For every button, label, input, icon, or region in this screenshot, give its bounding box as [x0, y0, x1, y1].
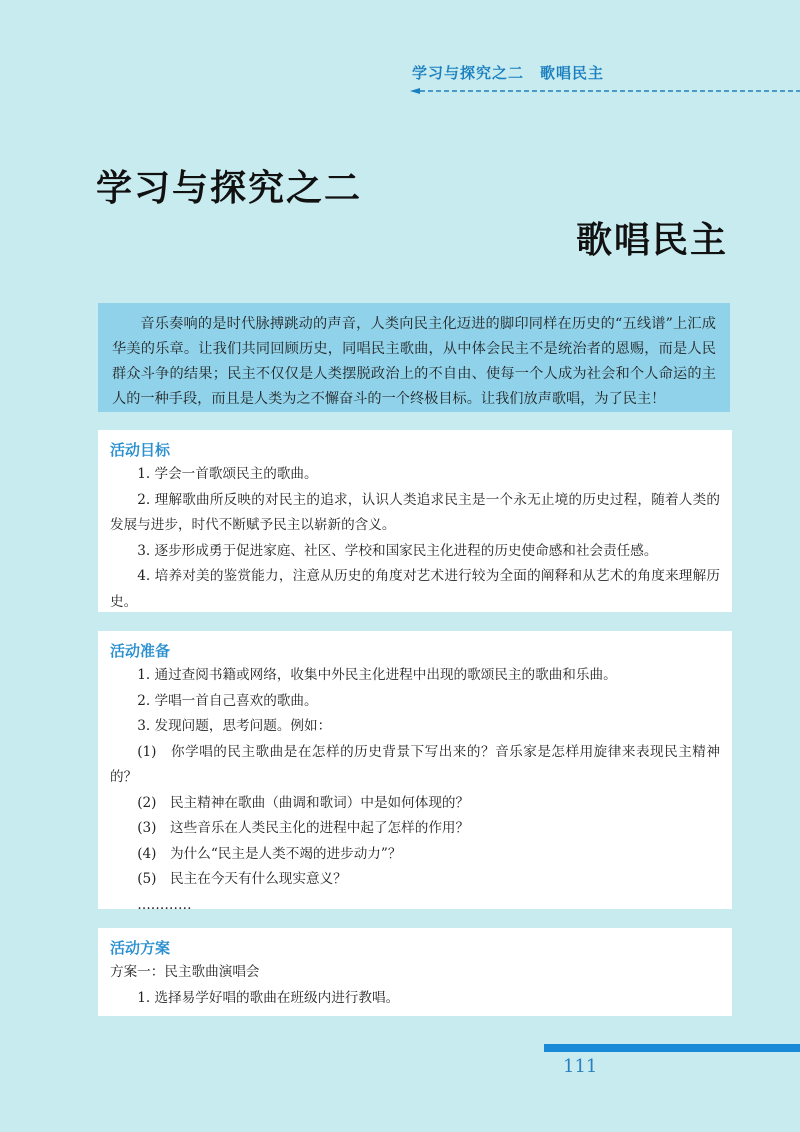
- header-rule-line: [410, 88, 800, 94]
- footer-bar: [544, 1044, 800, 1052]
- plan-panel: [98, 928, 732, 1016]
- preparation-item: (1) 你学唱的民主歌曲是在怎样的历史背景下写出来的？音乐家是怎样用旋律来表现民主精神的？: [110, 743, 720, 785]
- preparation-item: 1. 通过查阅书籍或网络，收集中外民主化进程中出现的歌颂民主的歌曲和乐曲。: [137, 667, 617, 683]
- preparation-item: 3. 发现问题，思考问题。例如：: [137, 718, 332, 734]
- plan-item: 1. 选择易学好唱的歌曲在班级内进行教唱。: [137, 989, 400, 1006]
- preparation-panel: [98, 631, 732, 913]
- preparation-item: 2. 学唱一首自己喜欢的歌曲。: [137, 692, 318, 709]
- goals-heading: 活动目标: [110, 441, 171, 459]
- plan-heading: 活动方案: [110, 939, 171, 957]
- page-number: 111: [563, 1056, 598, 1077]
- goals-item: 4. 培养对美的鉴赏能力，注意从历史的角度对艺术进行较为全面的阐释和从艺术的角度来理解历史。: [110, 568, 720, 610]
- running-header: [0, 0, 800, 100]
- header-rule: [410, 88, 800, 94]
- goals-item: 3. 逐步形成勇于促进家庭、社区、学校和国家民主化进程的历史使命感和社会责任感。: [137, 542, 658, 559]
- preparation-item: (4) 为什么“民主是人类不竭的进步动力”？: [137, 845, 402, 862]
- preparation-heading: 活动准备: [110, 642, 171, 660]
- goals-item: 1. 学会一首歌颂民主的歌曲。: [137, 466, 318, 482]
- intro-text: 音乐奏响的是时代脉搏跳动的声音，人类向民主化迈进的脚印同样在历史的“五线谱”上汇成华美的乐章。让我们共同回顾历史，同唱民主歌曲，从中体会民主不是统治者的恩赐，而是人民群众斗争的结果；民主不仅仅是人类摆脱政治上的不自由、使每一个人成为社会和个人命运的主人的一种手段，而且是人类为之不懈奋斗的一个终极目标。让我们放声歌唱，为了民主！: [112, 316, 716, 407]
- plan-subheading: 方案一：民主歌曲演唱会: [110, 964, 260, 980]
- goals-item: 2. 理解歌曲所反映的对民主的追求，认识人类追求民主是一个永无止境的历史过程，随着人类的发展与进步，时代不断赋予民主以崭新的含义。: [110, 491, 720, 533]
- intro-box: [98, 303, 730, 412]
- preparation-item: (3) 这些音乐在人类民主化的进程中起了怎样的作用？: [137, 820, 470, 836]
- preparation-item: (5) 民主在今天有什么现实意义？: [137, 871, 347, 887]
- preparation-item: (2) 民主精神在歌曲（曲调和歌词）中是如何体现的？: [137, 794, 470, 811]
- page-subtitle: 歌唱民主: [575, 220, 728, 261]
- running-title: 学习与探究之二 歌唱民主: [411, 64, 604, 82]
- page-title: 学习与探究之二: [96, 168, 363, 209]
- preparation-ellipsis: …………: [137, 896, 192, 913]
- goals-panel: [98, 430, 732, 612]
